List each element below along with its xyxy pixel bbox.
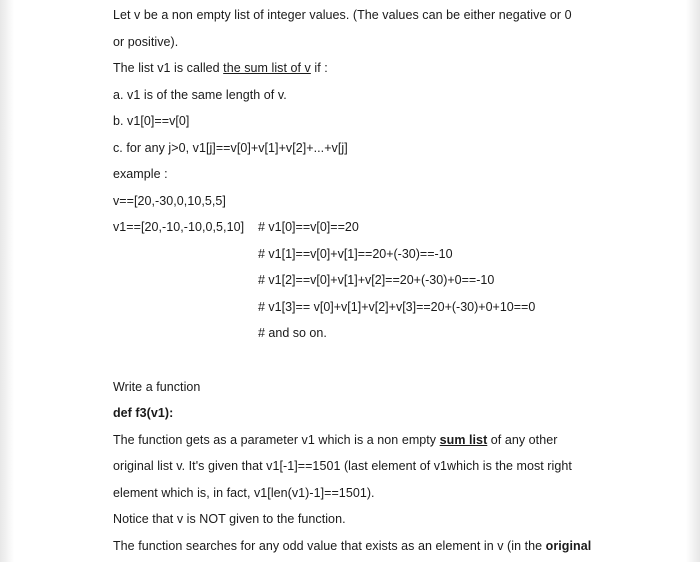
definition-suffix: if : [310,61,328,75]
description-prefix: The function gets as a parameter v1 which is a non empty [113,433,440,447]
notice-line: Notice that v is NOT given to the function. [113,512,346,526]
definition-term: the sum list of v [223,61,311,75]
rule-b: b. v1[0]==v[0] [113,114,190,128]
example-v1: v1==[20,-10,-10,0,5,10] [113,220,245,234]
page-left-shadow [0,0,14,562]
sum-list-definition [113,60,328,76]
search-prefix: The function searches for any odd value that exists as an element in v (in the [113,539,546,553]
intro-line-2: or positive). [113,35,179,49]
search-line [113,538,591,554]
rule-c: c. for any j>0, v1[j]==v[0]+v[1]+v[2]+...+v[j] [113,141,348,155]
description-suffix: of any other [487,433,558,447]
comment-line: # v1[2]==v[0]+v[1]+v[2]==20+(-30)+0==-10 [258,273,495,287]
page-right-shadow [686,0,700,562]
description-term: sum list [439,433,488,447]
comment-line: # v1[1]==v[0]+v[1]==20+(-30)==-10 [258,247,453,261]
definition-prefix: The list v1 is called [113,61,224,75]
write-function-heading: Write a function [113,380,201,394]
description-line-2: original list v. It's given that v1[-1]==1501 (last element of v1which is the most right [113,459,572,473]
example-label: example : [113,167,168,181]
comment-line: # v1[3]== v[0]+v[1]+v[2]+v[3]==20+(-30)+0+10==0 [258,300,536,314]
comment-line: # and so on. [258,326,327,340]
description-line-1 [113,432,557,448]
search-term: original [545,539,592,553]
rule-a: a. v1 is of the same length of v. [113,88,287,102]
description-line-3: element which is, in fact, v1[len(v1)-1]==1501). [113,486,375,500]
example-v: v==[20,-30,0,10,5,5] [113,194,226,208]
def-line: def f3(v1): [113,406,174,420]
intro-line-1: Let v be a non empty list of integer values. (The values can be either negative or 0 [113,8,572,22]
comment-line: # v1[0]==v[0]==20 [258,220,359,234]
